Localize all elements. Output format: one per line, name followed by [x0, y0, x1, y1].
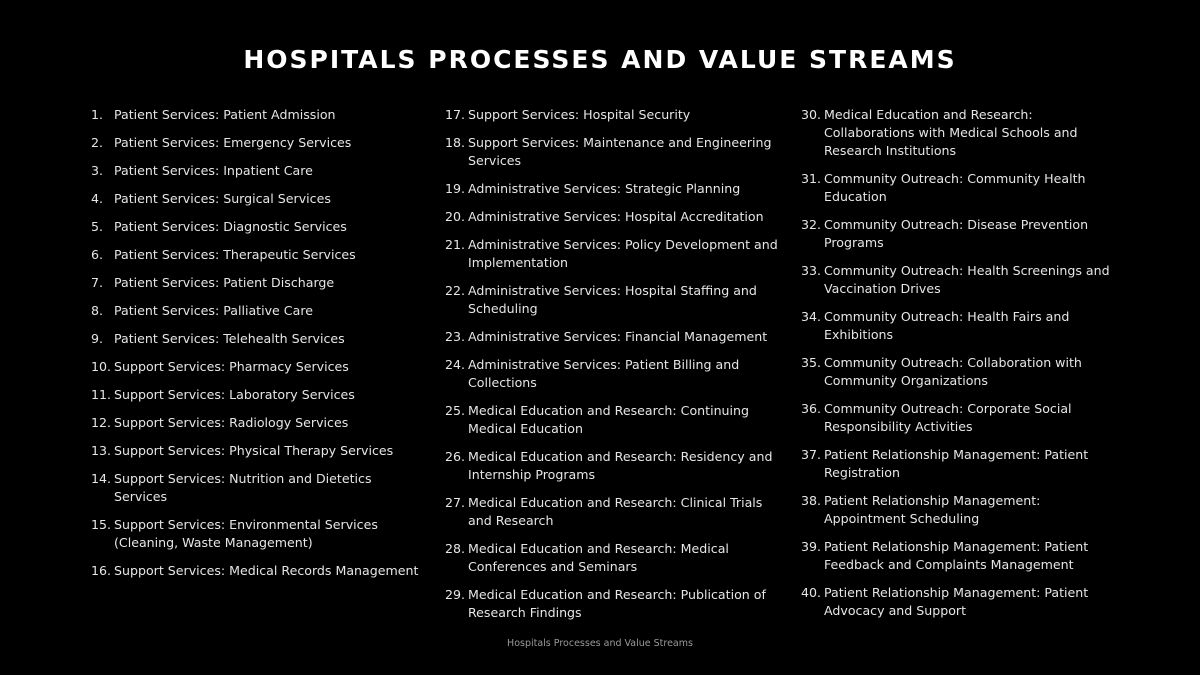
list-item [801, 308, 1121, 344]
process-list-column-1 [91, 106, 421, 590]
list-item [91, 218, 421, 236]
item-number: 15. [91, 517, 112, 532]
item-text: Patient Relationship Management: Patient Advocacy and Support [824, 585, 1089, 618]
item-number: 38. [801, 493, 822, 508]
list-item [91, 162, 421, 180]
item-text: Administrative Services: Financial Management [468, 329, 768, 344]
list-item [801, 354, 1121, 390]
item-text: Patient Services: Patient Admission [114, 107, 336, 122]
item-number: 27. [445, 495, 466, 510]
item-text: Patient Services: Emergency Services [114, 135, 352, 150]
item-text: Support Services: Radiology Services [114, 415, 349, 430]
item-text: Administrative Services: Hospital Staffing and Scheduling [468, 283, 757, 316]
process-list-column-2 [445, 106, 785, 632]
list-item [445, 586, 785, 622]
item-number: 33. [801, 263, 822, 278]
list-item [445, 282, 785, 318]
item-number: 16. [91, 563, 112, 578]
item-number: 25. [445, 403, 466, 418]
item-text: Community Outreach: Health Screenings and Vaccination Drives [824, 263, 1110, 296]
list-item [91, 562, 421, 580]
list-item [91, 330, 421, 348]
list-item [801, 170, 1121, 206]
item-text: Community Outreach: Collaboration with Community Organizations [824, 355, 1082, 388]
item-text: Community Outreach: Disease Prevention Programs [824, 217, 1089, 250]
process-list-column-3 [801, 106, 1121, 630]
item-text: Medical Education and Research: Continuing Medical Education [468, 403, 750, 436]
item-number: 3. [91, 163, 104, 178]
item-number: 10. [91, 359, 112, 374]
item-text: Medical Education and Research: Collaborations with Medical Schools and Research Institutions [824, 107, 1078, 158]
list-item [801, 262, 1121, 298]
item-number: 22. [445, 283, 466, 298]
item-number: 26. [445, 449, 466, 464]
list-item [91, 386, 421, 404]
list-item [445, 236, 785, 272]
item-number: 31. [801, 171, 822, 186]
item-number: 39. [801, 539, 822, 554]
list-item [445, 134, 785, 170]
list-item [445, 328, 785, 346]
item-number: 24. [445, 357, 466, 372]
slide-footer: Hospitals Processes and Value Streams [507, 638, 693, 649]
item-number: 34. [801, 309, 822, 324]
item-text: Support Services: Hospital Security [468, 107, 691, 122]
item-text: Patient Services: Diagnostic Services [114, 219, 347, 234]
item-number: 12. [91, 415, 112, 430]
item-number: 6. [91, 247, 104, 262]
item-text: Administrative Services: Patient Billing and Collections [468, 357, 740, 390]
list-item [445, 402, 785, 438]
item-text: Community Outreach: Community Health Education [824, 171, 1086, 204]
item-number: 23. [445, 329, 466, 344]
item-text: Medical Education and Research: Publication of Research Findings [468, 587, 766, 620]
list-item [801, 216, 1121, 252]
item-number: 35. [801, 355, 822, 370]
list-item [801, 400, 1121, 436]
item-number: 13. [91, 443, 112, 458]
item-text: Patient Services: Therapeutic Services [114, 247, 356, 262]
item-text: Medical Education and Research: Medical Conferences and Seminars [468, 541, 729, 574]
item-number: 29. [445, 587, 466, 602]
item-text: Support Services: Medical Records Management [114, 563, 419, 578]
item-number: 20. [445, 209, 466, 224]
item-text: Patient Services: Surgical Services [114, 191, 331, 206]
list-item [91, 190, 421, 208]
item-text: Support Services: Physical Therapy Services [114, 443, 394, 458]
list-item [801, 492, 1121, 528]
item-number: 4. [91, 191, 104, 206]
item-number: 11. [91, 387, 112, 402]
item-text: Community Outreach: Corporate Social Responsibility Activities [824, 401, 1072, 434]
item-text: Patient Services: Palliative Care [114, 303, 313, 318]
list-item [91, 302, 421, 320]
item-number: 18. [445, 135, 466, 150]
list-item [801, 446, 1121, 482]
item-text: Administrative Services: Policy Development and Implementation [468, 237, 778, 270]
item-number: 9. [91, 331, 104, 346]
list-item [801, 584, 1121, 620]
item-number: 17. [445, 107, 466, 122]
list-item [91, 106, 421, 124]
item-text: Medical Education and Research: Clinical Trials and Research [468, 495, 763, 528]
list-item [91, 442, 421, 460]
item-number: 32. [801, 217, 822, 232]
item-number: 1. [91, 107, 104, 122]
list-item [445, 448, 785, 484]
list-item [445, 180, 785, 198]
list-item [445, 540, 785, 576]
list-item [445, 494, 785, 530]
item-text: Patient Relationship Management: Patient Registration [824, 447, 1089, 480]
item-text: Support Services: Nutrition and Dietetics Services [114, 471, 372, 504]
item-text: Patient Relationship Management: Appointment Scheduling [824, 493, 1041, 526]
item-number: 19. [445, 181, 466, 196]
item-text: Community Outreach: Health Fairs and Exhibitions [824, 309, 1070, 342]
list-item [801, 106, 1121, 160]
list-item [445, 208, 785, 226]
item-number: 28. [445, 541, 466, 556]
item-number: 5. [91, 219, 104, 234]
item-number: 40. [801, 585, 822, 600]
item-text: Patient Services: Telehealth Services [114, 331, 345, 346]
item-text: Support Services: Maintenance and Engineering Services [468, 135, 772, 168]
item-text: Administrative Services: Hospital Accreditation [468, 209, 764, 224]
item-number: 7. [91, 275, 104, 290]
item-text: Patient Relationship Management: Patient Feedback and Complaints Management [824, 539, 1089, 572]
list-item [91, 246, 421, 264]
item-number: 30. [801, 107, 822, 122]
list-item [801, 538, 1121, 574]
item-number: 2. [91, 135, 104, 150]
list-item [91, 516, 421, 552]
item-text: Support Services: Pharmacy Services [114, 359, 349, 374]
list-item [91, 358, 421, 376]
list-item [91, 470, 421, 506]
list-item [91, 274, 421, 292]
list-item [91, 414, 421, 432]
item-text: Patient Services: Patient Discharge [114, 275, 335, 290]
item-text: Administrative Services: Strategic Planning [468, 181, 741, 196]
list-item [445, 106, 785, 124]
item-text: Medical Education and Research: Residency and Internship Programs [468, 449, 773, 482]
item-text: Support Services: Laboratory Services [114, 387, 355, 402]
item-number: 14. [91, 471, 112, 486]
list-item [445, 356, 785, 392]
item-number: 8. [91, 303, 104, 318]
item-text: Patient Services: Inpatient Care [114, 163, 313, 178]
item-number: 36. [801, 401, 822, 416]
item-number: 37. [801, 447, 822, 462]
item-number: 21. [445, 237, 466, 252]
item-text: Support Services: Environmental Services (Cleaning, Waste Management) [114, 517, 378, 550]
list-item [91, 134, 421, 152]
slide-title: HOSPITALS PROCESSES AND VALUE STREAMS [243, 45, 957, 74]
